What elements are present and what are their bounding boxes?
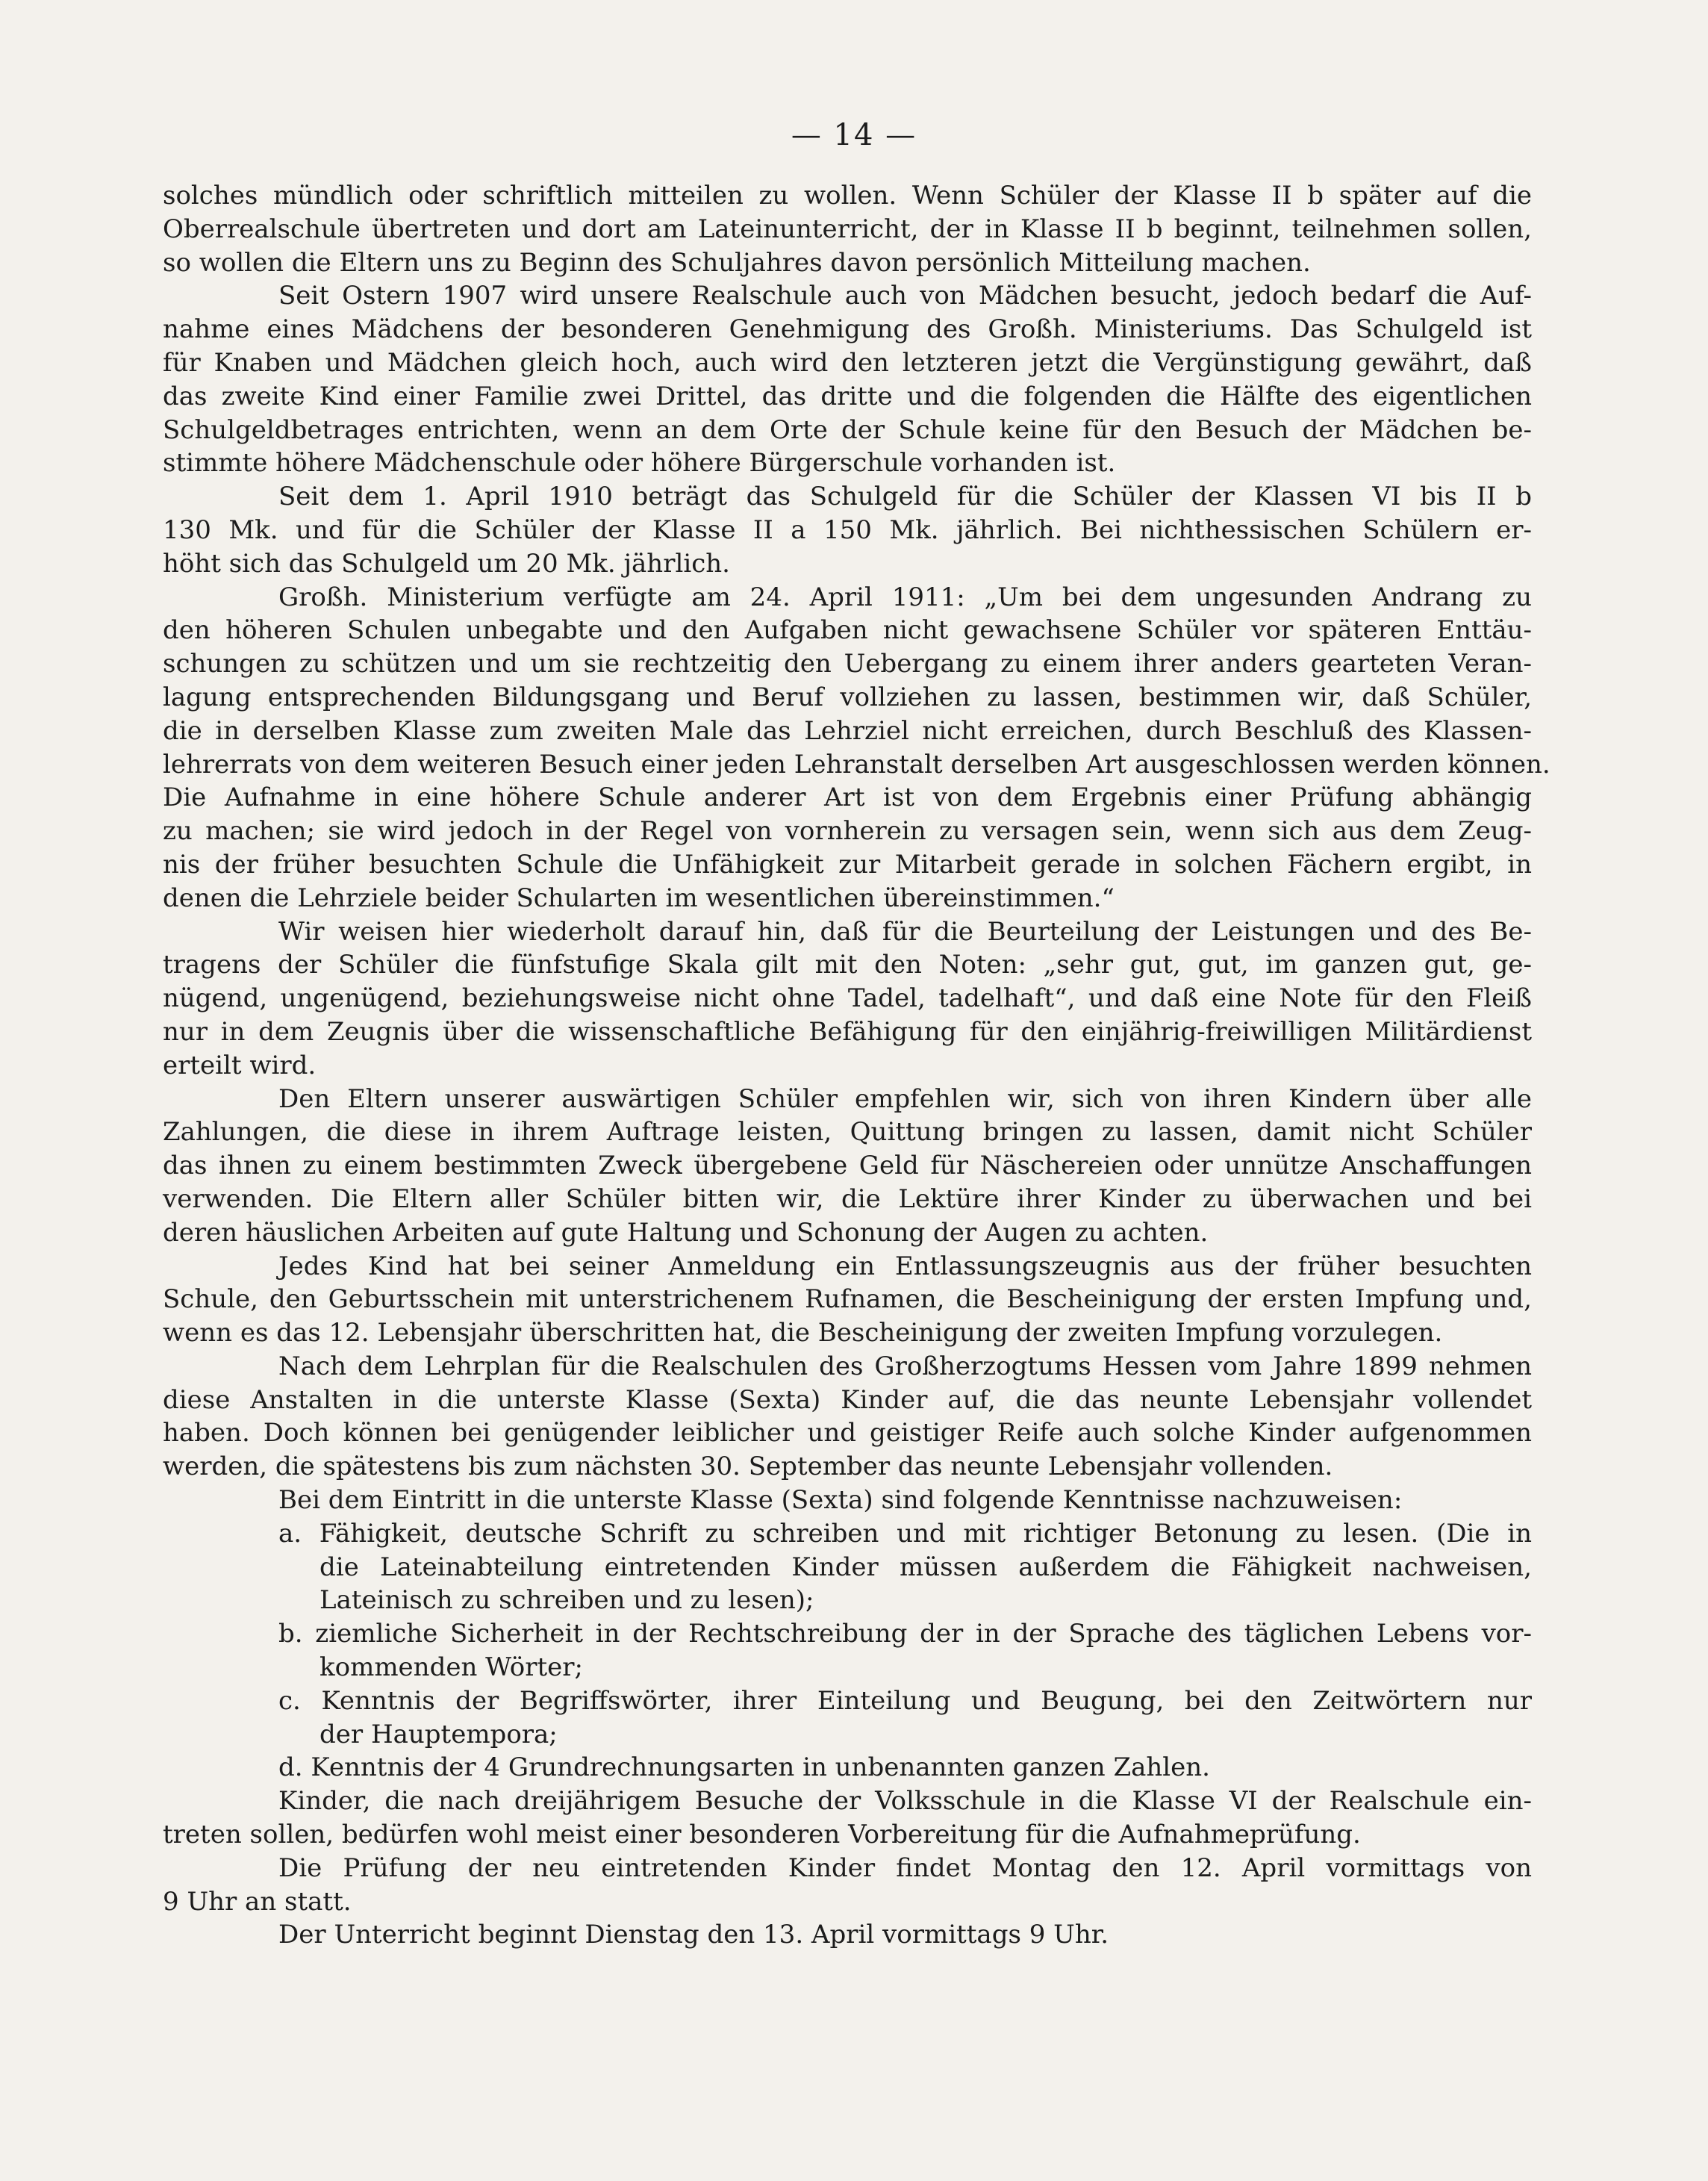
- text-line: Lateinisch zu schreiben und zu lesen);: [320, 1585, 814, 1616]
- text-line: a. Fähigkeit, deutsche Schrift zu schreiben und mit richtiger Betonung zu lesen. (Die in: [278, 1518, 1532, 1549]
- text-line: Oberrealschule übertreten und dort am Lateinunterricht, der in Klasse II b beginnt, teilnehmen sollen,: [163, 214, 1532, 244]
- text-line: werden, die spätestens bis zum nächsten 30. September das neunte Lebensjahr vollenden.: [163, 1452, 1333, 1482]
- text-line: so wollen die Eltern uns zu Beginn des Schuljahres davon persönlich Mitteilung machen.: [163, 247, 1311, 278]
- text-line: Der Unterricht beginnt Dienstag den 13. April vormittags 9 Uhr.: [278, 1920, 1109, 1950]
- text-line: Nach dem Lehrplan für die Realschulen des Großherzogtums Hessen vom Jahre 1899 nehmen: [278, 1351, 1532, 1381]
- body-text: [163, 179, 1550, 1952]
- text-line: nügend, ungenügend, beziehungsweise nicht ohne Tadel, tadelhaft“, und daß eine Note für den Fleiß: [163, 983, 1532, 1014]
- text-line: 130 Mk. und für die Schüler der Klasse II a 150 Mk. jährlich. Bei nichthessischen Schülern er-: [163, 514, 1532, 545]
- text-line: höht sich das Schulgeld um 20 Mk. jährlich.: [163, 548, 730, 579]
- text-line: Seit dem 1. April 1910 beträgt das Schulgeld für die Schüler der Klassen VI bis II b: [278, 482, 1532, 512]
- text-line: für Knaben und Mädchen gleich hoch, auch wird den letzteren jetzt die Vergünstigung gewährt, daß: [163, 347, 1532, 378]
- text-line: deren häuslichen Arbeiten auf gute Haltung und Schonung der Augen zu achten.: [163, 1217, 1209, 1248]
- text-line: nur in dem Zeugnis über die wissenschaftliche Befähigung für den einjährig-freiwilligen Militärdienst: [163, 1016, 1532, 1047]
- text-line: erteilt wird.: [163, 1050, 317, 1080]
- text-line: Bei dem Eintritt in die unterste Klasse (Sexta) sind folgende Kenntnisse nachzuweisen:: [278, 1485, 1403, 1516]
- text-line: wenn es das 12. Lebensjahr überschritten hat, die Bescheinigung der zweiten Impfung vorzulegen.: [163, 1318, 1443, 1348]
- page-number: — 14 —: [791, 118, 917, 152]
- text-line: Großh. Ministerium verfügte am 24. April 1911: „Um bei dem ungesunden Andrang zu: [278, 582, 1532, 612]
- text-line: Die Aufnahme in eine höhere Schule anderer Art ist von dem Ergebnis einer Prüfung abhängig: [163, 783, 1532, 813]
- text-line: die Lateinabteilung eintretenden Kinder müssen außerdem die Fähigkeit nachweisen,: [320, 1552, 1532, 1582]
- text-line: stimmte höhere Mädchenschule oder höhere Bürgerschule vorhanden ist.: [163, 448, 1116, 479]
- text-line: das ihnen zu einem bestimmten Zweck übergebene Geld für Näschereien oder unnütze Anschaffungen: [163, 1151, 1532, 1181]
- text-line: die in derselben Klasse zum zweiten Male das Lehrziel nicht erreichen, durch Beschluß des Klassen-: [163, 715, 1532, 746]
- text-line: das zweite Kind einer Familie zwei Drittel, das dritte und die folgenden die Hälfte des eigentlichen: [163, 381, 1532, 411]
- text-line: nahme eines Mädchens der besonderen Genehmigung des Großh. Ministeriums. Das Schulgeld ist: [163, 314, 1532, 345]
- text-line: Kinder, die nach dreijährigem Besuche der Volksschule in die Klasse VI der Realschule ein-: [278, 1786, 1532, 1817]
- text-line: Jedes Kind hat bei seiner Anmeldung ein Entlassungszeugnis aus der früher besuchten: [278, 1251, 1532, 1281]
- text-line: Schulgeldbetrages entrichten, wenn an dem Orte der Schule keine für den Besuch der Mädchen be-: [163, 414, 1532, 445]
- text-line: d. Kenntnis der 4 Grundrechnungsarten in unbenannten ganzen Zahlen.: [278, 1752, 1210, 1783]
- text-line: Den Eltern unserer auswärtigen Schüler empfehlen wir, sich von ihren Kindern über alle: [278, 1083, 1532, 1114]
- text-line: Die Prüfung der neu eintretenden Kinder findet Montag den 12. April vormittags von: [278, 1852, 1532, 1883]
- text-line: denen die Lehrziele beider Schularten im wesentlichen übereinstimmen.“: [163, 883, 1115, 913]
- text-line: 9 Uhr an statt.: [163, 1886, 352, 1917]
- text-line: treten sollen, bedürfen wohl meist einer besonderen Vorbereitung für die Aufnahmeprüfung.: [163, 1820, 1361, 1850]
- text-line: b. ziemliche Sicherheit in der Rechtschreibung der in der Sprache des täglichen Lebens vor-: [278, 1619, 1532, 1649]
- text-line: den höheren Schulen unbegabte und den Aufgaben nicht gewachsene Schüler vor späteren Enttäu-: [163, 615, 1532, 646]
- text-line: c. Kenntnis der Begriffswörter, ihrer Einteilung und Beugung, bei den Zeitwörtern nur: [278, 1685, 1532, 1716]
- text-line: lehrerrats von dem weiteren Besuch einer jeden Lehranstalt derselben Art ausgeschlossen werden können.: [163, 749, 1550, 780]
- text-line: Wir weisen hier wiederholt darauf hin, daß für die Beurteilung der Leistungen und des Be-: [278, 916, 1532, 947]
- text-line: schungen zu schützen und um sie rechtzeitig den Uebergang zu einem ihrer anders gearteten Veran-: [163, 649, 1532, 679]
- text-line: haben. Doch können bei genügender leiblicher und geistiger Reife auch solche Kinder aufgenommen: [163, 1418, 1532, 1449]
- text-line: lagung entsprechenden Bildungsgang und Beruf vollziehen zu lassen, bestimmen wir, daß Schüler,: [163, 682, 1532, 712]
- text-line: kommenden Wörter;: [320, 1652, 584, 1683]
- text-line: solches mündlich oder schriftlich mitteilen zu wollen. Wenn Schüler der Klasse II b später auf die: [163, 181, 1532, 211]
- text-line: verwenden. Die Eltern aller Schüler bitten wir, die Lektüre ihrer Kinder zu überwachen und bei: [163, 1183, 1532, 1214]
- text-line: Zahlungen, die diese in ihrem Auftrage leisten, Quittung bringen zu lassen, damit nicht Schüler: [163, 1117, 1532, 1148]
- text-line: der Hauptempora;: [320, 1719, 558, 1749]
- text-line: Seit Ostern 1907 wird unsere Realschule auch von Mädchen besucht, jedoch bedarf die Auf-: [278, 281, 1532, 311]
- text-line: Schule, den Geburtsschein mit unterstrichenem Rufnamen, die Bescheinigung der ersten Impfung und,: [163, 1284, 1532, 1315]
- text-line: zu machen; sie wird jedoch in der Regel von vornherein zu versagen sein, wenn sich aus dem Zeug-: [163, 816, 1532, 847]
- text-line: tragens der Schüler die fünfstufige Skala gilt mit den Noten: „sehr gut, gut, im ganzen gut, ge-: [163, 950, 1532, 980]
- text-line: diese Anstalten in die unterste Klasse (Sexta) Kinder auf, die das neunte Lebensjahr vollendet: [163, 1384, 1532, 1415]
- text-line: nis der früher besuchten Schule die Unfähigkeit zur Mitarbeit gerade in solchen Fächern ergibt, in: [163, 849, 1532, 880]
